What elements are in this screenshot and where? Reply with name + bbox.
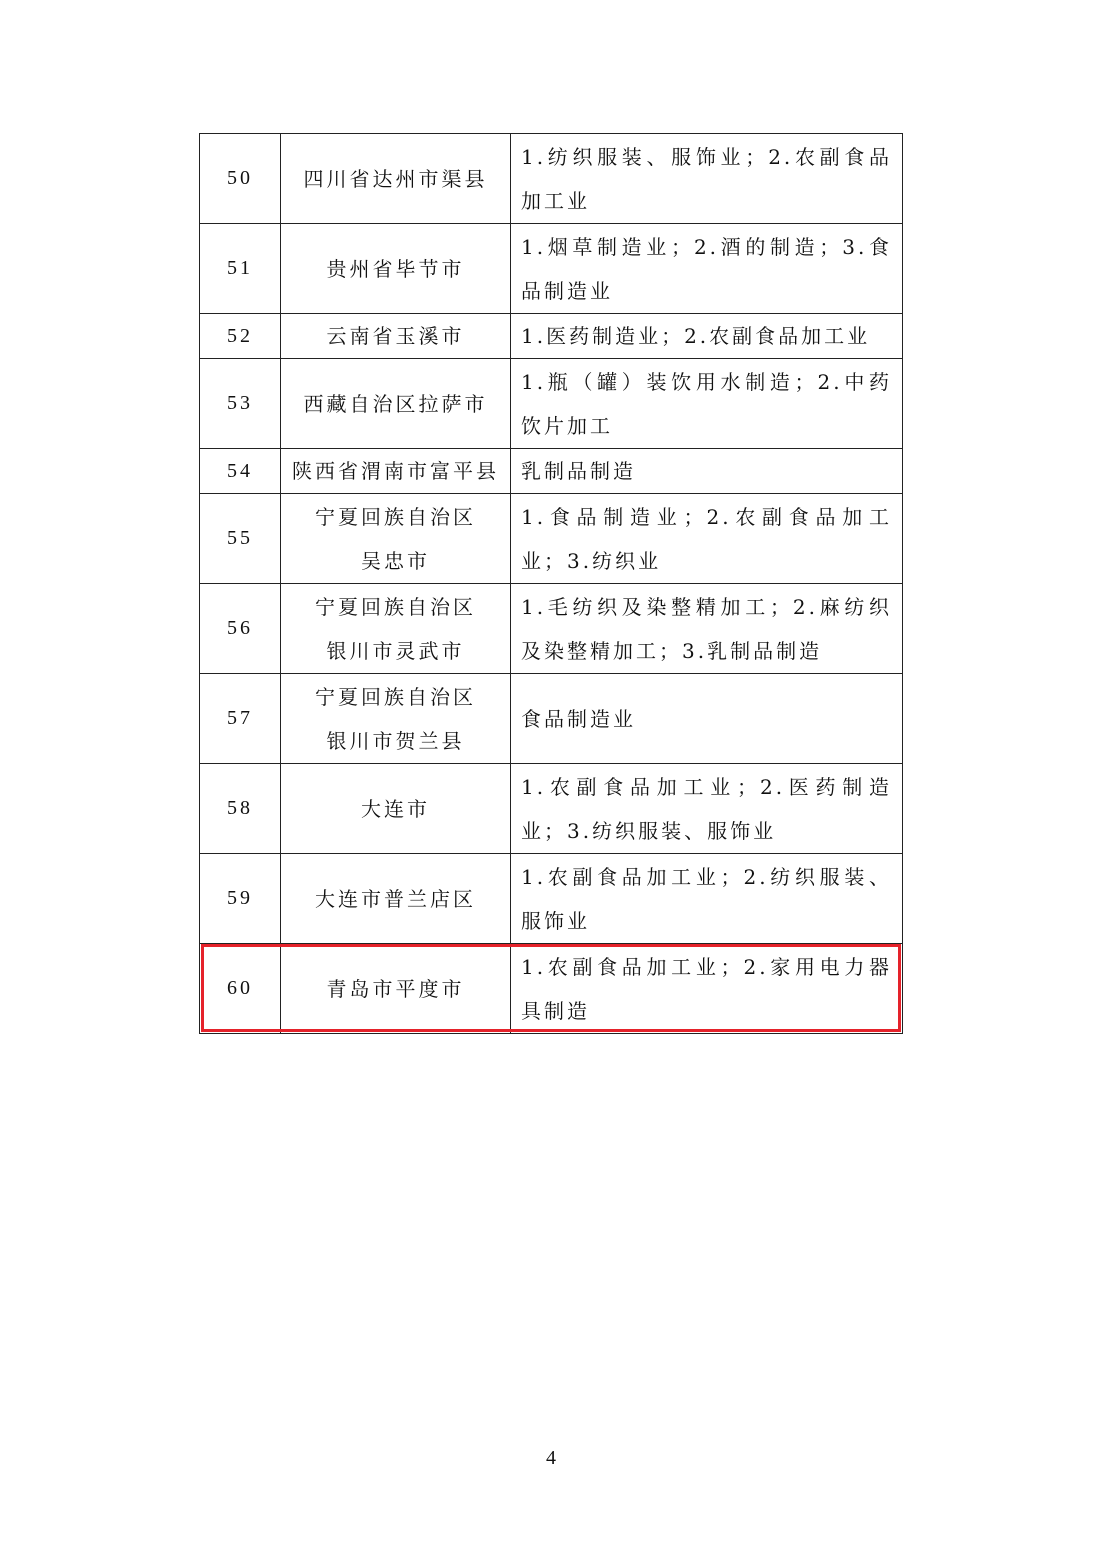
row-number: 52 [200,314,281,359]
region-name: 陕西省渭南市富平县 [292,459,499,483]
region-name: 青岛市平度市 [326,976,465,1001]
row-number: 59 [200,854,281,944]
industry-cell: 1.农副食品加工业；2.家用电力器具制造 [511,944,903,1034]
region-cell [281,359,511,449]
region-cell [281,449,511,494]
region-cell [281,224,511,314]
row-number: 60 [200,944,281,1034]
region-name: 大连市 [361,796,430,821]
industry-cell: 1.瓶（罐）装饮用水制造；2.中药饮片加工 [511,359,903,449]
industry-cell: 1.毛纺织及染整精加工；2.麻纺织及染整精加工；3.乳制品制造 [511,584,903,674]
region-cell [281,764,511,854]
industry-cell: 1.农副食品加工业；2.医药制造业；3.纺织服装、服饰业 [511,764,903,854]
region-cell [281,944,511,1034]
region-cell [281,854,511,944]
row-number: 53 [200,359,281,449]
industry-cell: 1.纺织服装、服饰业；2.农副食品加工业 [511,134,903,224]
region-cell [281,494,511,584]
table-row [200,944,903,1034]
row-number: 58 [200,764,281,854]
industry-cell: 1.医药制造业；2.农副食品加工业 [511,314,903,359]
region-name: 贵州省毕节市 [326,256,465,281]
region-cell [281,134,511,224]
table-row [200,494,903,584]
table-row [200,359,903,449]
industry-cell: 1.食品制造业；2.农副食品加工业；3.纺织业 [511,494,903,584]
region-name: 宁夏回族自治区 [315,504,476,529]
row-number: 57 [200,674,281,764]
table-row [200,854,903,944]
region-cell [281,314,511,359]
table-row [200,134,903,224]
industry-cell: 1.烟草制造业；2.酒的制造；3.食品制造业 [511,224,903,314]
industry-cell: 乳制品制造 [511,449,903,494]
region-cell [281,584,511,674]
region-name: 银川市灵武市 [326,638,465,663]
table-row [200,674,903,764]
region-cell [281,674,511,764]
table-row [200,764,903,854]
region-name: 云南省玉溪市 [326,324,465,348]
row-number: 50 [200,134,281,224]
industry-cell: 食品制造业 [511,674,903,764]
industry-cell: 1.农副食品加工业；2.纺织服装、服饰业 [511,854,903,944]
region-name: 宁夏回族自治区 [315,594,476,619]
region-industry-table [199,133,903,1034]
region-name: 西藏自治区拉萨市 [303,391,488,416]
row-number: 51 [200,224,281,314]
row-number: 56 [200,584,281,674]
table-row [200,314,903,359]
region-name: 银川市贺兰县 [326,728,465,753]
region-name: 宁夏回族自治区 [315,684,476,709]
row-number: 55 [200,494,281,584]
region-name: 大连市普兰店区 [315,886,476,911]
table-row [200,584,903,674]
table-body [200,134,903,1034]
region-name: 吴忠市 [361,548,430,573]
row-number: 54 [200,449,281,494]
table-row [200,224,903,314]
region-name: 四川省达州市渠县 [303,166,488,191]
table-row [200,449,903,494]
page-number: 4 [546,1447,556,1469]
